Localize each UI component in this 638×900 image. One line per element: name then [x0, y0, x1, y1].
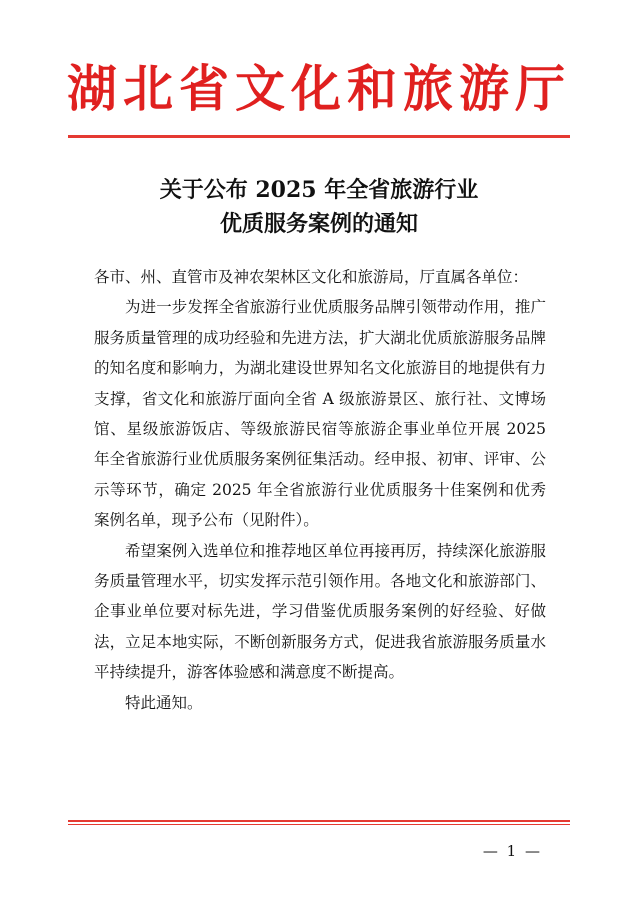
- closing: 特此通知。: [125, 693, 203, 712]
- document-body: [94, 262, 546, 718]
- issuer-header: 湖北省文化和旅游厅: [67, 59, 571, 118]
- salutation: 各市、州、直管市及神农架林区文化和旅游局，厅直属各单位：: [94, 268, 529, 286]
- document-title: [0, 173, 638, 241]
- header-divider: [68, 135, 570, 138]
- title-line-2: 优质服务案例的通知: [219, 211, 418, 237]
- paragraph-1: 为进一步发挥全省旅游行业优质服务品牌引领带动作用，推广服务质量管理的成功经验和先进方法，扩大湖北优质旅游服务品牌的知名度和影响力，为湖北建设世界知名文化旅游目的地提供有力支撑，省文化和旅游厅面向全省 A 级旅游景区、旅行社、文博场馆、星级旅游饭店、等级旅游民宿等旅游企事业单位开展 2025 年全省旅游行业优质服务案例征集活动。经申报、初审、评审、公示等环节，确定 2025 年全省旅游行业优质服务十佳案例和优秀案例名单，现予公布（见附件）。: [94, 298, 546, 530]
- title-line-1: 关于公布 2025 年全省旅游行业: [159, 177, 479, 203]
- footer-divider-thin: [68, 824, 570, 825]
- paragraph-2: 希望案例入选单位和推荐地区单位再接再厉，持续深化旅游服务质量管理水平，切实发挥示范引领作用。各地文化和旅游部门、企事业单位要对标先进，学习借鉴优质服务案例的好经验、好做法，立足本地实际，不断创新服务方式，促进我省旅游服务质量水平持续提升，游客体验感和满意度不断提高。: [94, 541, 546, 682]
- footer-divider-thick: [68, 820, 570, 822]
- page-number: — 1 —: [482, 842, 542, 860]
